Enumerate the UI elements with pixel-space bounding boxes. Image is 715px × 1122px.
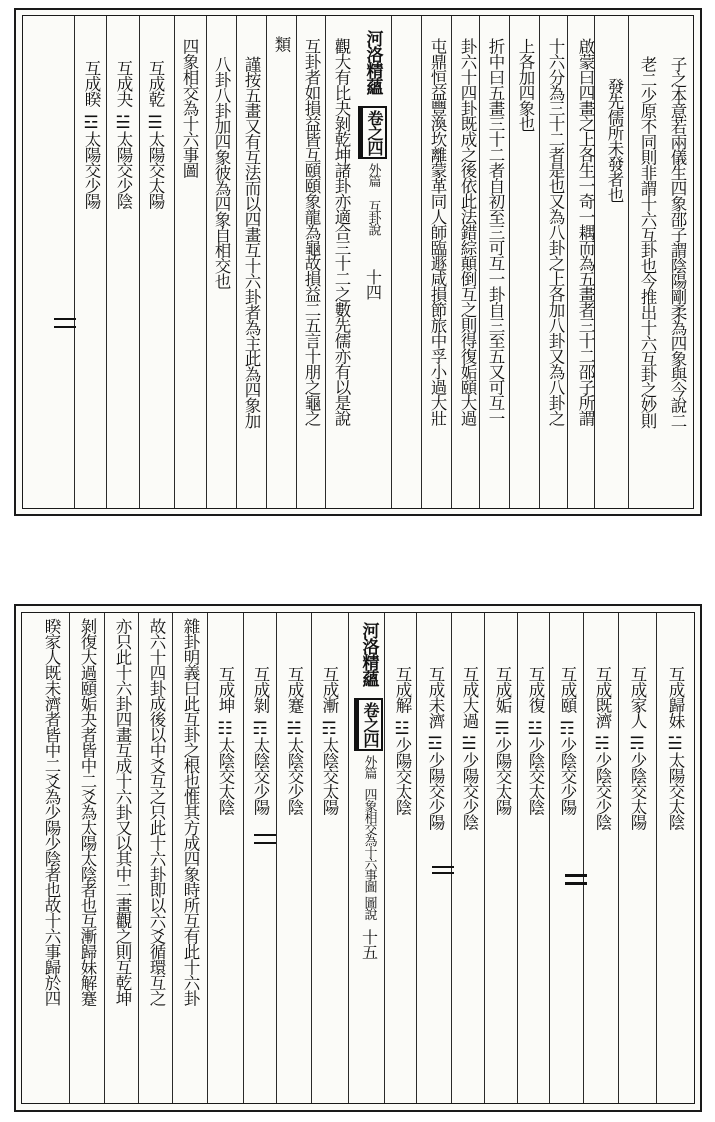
entry-description: 少陰交少陰 xyxy=(593,752,612,830)
entry-name: 互成歸妹 xyxy=(666,666,685,728)
entry-description: 太陽交太陽 xyxy=(146,130,165,208)
trigram-icon: ☳ xyxy=(392,718,412,737)
trigram-icon: ☱ xyxy=(459,734,479,752)
column-rule xyxy=(104,613,105,1103)
text-column xyxy=(145,618,167,1006)
column-rule xyxy=(391,16,392,508)
entry-name: 互成家人 xyxy=(628,666,647,728)
column-rule xyxy=(207,613,208,1103)
column-rule xyxy=(311,613,312,1103)
hexagram-entry xyxy=(524,666,546,814)
entry-name: 互成頤 xyxy=(558,666,577,713)
text-column-content: 雜卦明義曰此互卦之根也惟其方成四象時所互有此十六卦 xyxy=(181,618,200,1006)
entry-name: 互成乾 xyxy=(146,60,165,107)
text-column xyxy=(179,618,201,1006)
text-column xyxy=(210,56,232,289)
entry-name: 互成剝 xyxy=(251,666,270,713)
divider-mark xyxy=(565,882,587,885)
trigram-icon: ☲ xyxy=(425,734,445,752)
note-label: 圖說 xyxy=(361,895,377,919)
entry-name: 互成坤 xyxy=(216,666,235,713)
divider-mark xyxy=(432,866,454,868)
column-rule xyxy=(618,613,619,1103)
text-column xyxy=(300,38,322,426)
hexagram-entry xyxy=(491,666,513,814)
hexagram-entry xyxy=(458,666,480,830)
divider-mark xyxy=(54,318,76,320)
divider-mark xyxy=(565,874,587,877)
hexagram-entry xyxy=(214,666,236,814)
column-rule xyxy=(628,16,629,508)
column-rule xyxy=(172,613,173,1103)
column-rule xyxy=(451,613,452,1103)
text-column xyxy=(240,56,262,428)
text-column-content: 八卦八卦加四象彼為四象自相交也 xyxy=(212,56,231,289)
column-rule xyxy=(138,613,139,1103)
trigram-icon: ☶ xyxy=(319,718,339,737)
column-rule xyxy=(421,16,422,508)
bottom-page xyxy=(14,604,702,1112)
text-column-content: 老二少原不同則非謂十六互卦也今推出十六互卦之妙則 xyxy=(638,56,657,428)
column-rule xyxy=(484,613,485,1103)
section-label: 外篇 xyxy=(361,755,377,778)
column-rule xyxy=(384,613,385,1103)
text-column xyxy=(514,38,536,131)
text-column xyxy=(574,38,596,426)
trigram-icon: ☶ xyxy=(250,718,270,737)
book-title: 河洛精蘊 xyxy=(358,622,379,686)
text-column-content: 折中曰五畫三十二者自初至三可互一卦自三至五又可互一 xyxy=(486,38,505,426)
text-column xyxy=(330,38,352,426)
trigram-icon: ☱ xyxy=(113,112,133,131)
text-column xyxy=(456,38,478,426)
column-rule xyxy=(416,613,417,1103)
column-rule xyxy=(509,16,510,508)
column-rule xyxy=(567,16,568,508)
top-page xyxy=(14,8,702,516)
entry-name: 互成睽 xyxy=(82,60,101,107)
entry-description: 少陽交太陽 xyxy=(493,736,512,814)
text-column xyxy=(636,56,658,428)
column-rule xyxy=(296,16,297,508)
hexagram-entry xyxy=(249,666,271,814)
entry-name: 互成既濟 xyxy=(593,666,612,728)
text-column xyxy=(426,38,448,426)
entry-description: 太陰交少陽 xyxy=(251,736,270,814)
entry-description: 太陽交少陽 xyxy=(82,130,101,208)
trigram-icon: ☷ xyxy=(215,718,235,737)
text-column-content: 故六十四卦成後以中爻互之只此十六卦即以六爻循環互之 xyxy=(147,618,166,1006)
divider-mark xyxy=(254,834,276,836)
hexagram-entry xyxy=(283,666,305,814)
entry-description: 太陽交太陰 xyxy=(666,752,685,830)
text-column-content: 互卦者如損益皆互頤頤象龍為龜故損益二五言十朋之龜之 xyxy=(302,38,321,426)
figure-title-text: 四象相交為十六事圖 xyxy=(180,38,199,178)
column-rule xyxy=(348,613,349,1103)
entry-description: 太陰交太陽 xyxy=(320,736,339,814)
column-rule xyxy=(517,613,518,1103)
hexagram-entry xyxy=(556,666,578,814)
column-rule xyxy=(174,16,175,508)
hexagram-entry xyxy=(626,666,648,830)
entry-name: 互成夬 xyxy=(114,60,133,107)
text-column xyxy=(666,56,688,428)
trigram-icon: ☲ xyxy=(81,112,101,131)
text-column-content: 卦六十四卦既成之後依此法錯綜顛倒互之則得復姤頤大過 xyxy=(458,38,477,426)
page-number: 十四 xyxy=(363,268,383,299)
entry-description: 少陰交太陽 xyxy=(628,752,647,830)
entry-description: 少陰交太陰 xyxy=(526,736,545,814)
trigram-icon: ☴ xyxy=(492,718,512,737)
volume-label: 卷之四 xyxy=(358,106,387,159)
entry-description: 太陽交少陰 xyxy=(114,130,133,208)
text-column xyxy=(40,618,62,1006)
text-column-content: 類 xyxy=(272,36,291,52)
column-rule xyxy=(69,613,70,1103)
entry-description: 太陰交太陰 xyxy=(216,736,235,814)
column-rule xyxy=(276,613,277,1103)
page-number: 十五 xyxy=(359,928,379,959)
column-rule xyxy=(549,613,550,1103)
text-column xyxy=(111,618,133,1006)
hexagram-entry xyxy=(318,666,340,814)
column-rule xyxy=(74,16,75,508)
text-column-content: 發先儒所未發者也 xyxy=(605,78,624,202)
text-column-content: 上各加四象也 xyxy=(516,38,535,131)
column-rule xyxy=(583,613,584,1103)
column-rule xyxy=(139,16,140,508)
section-label: 外篇 xyxy=(365,163,381,186)
entry-name: 互成蹇 xyxy=(285,666,304,713)
column-rule xyxy=(656,613,657,1103)
text-column-content: 子之本意若兩儀生四象邵子謂陰陽剛柔為四象與今說二 xyxy=(668,56,687,428)
column-rule xyxy=(539,16,540,508)
divider-mark xyxy=(54,326,76,328)
trigram-icon: ☰ xyxy=(145,112,165,131)
text-column xyxy=(603,78,625,202)
text-column-content: 觀大有比夬剝乾坤諸卦亦適合三十二之數先儒亦有以是說 xyxy=(332,38,351,426)
entry-name: 互成大過 xyxy=(460,666,479,728)
text-column-content: 十六分為三十二者是也又為八卦之上各加八卦又為八卦之 xyxy=(546,38,565,426)
chapter-label: 四象相交為十六事圖 xyxy=(361,788,377,892)
hexagram-entry xyxy=(144,60,166,208)
entry-name: 互成漸 xyxy=(320,666,339,713)
trigram-icon: ☶ xyxy=(557,718,577,737)
entry-name: 互成解 xyxy=(393,666,412,713)
trigram-icon: ☵ xyxy=(592,734,612,752)
column-rule xyxy=(236,16,237,508)
text-column-content: 亦只此十六卦四畫互成十六卦又以其中二畫觀之則互乾坤 xyxy=(113,618,132,1006)
text-column xyxy=(270,36,292,52)
figure-title xyxy=(178,38,200,178)
hexagram-entry xyxy=(591,666,613,830)
trigram-icon: ☴ xyxy=(627,734,647,752)
entry-description: 少陽交少陽 xyxy=(426,752,445,830)
hexagram-entry xyxy=(424,666,446,830)
text-column xyxy=(76,618,98,1006)
divider-mark xyxy=(254,842,276,844)
text-column xyxy=(544,38,566,426)
column-rule xyxy=(243,613,244,1103)
page-banner xyxy=(358,30,387,299)
text-column-content: 剝復大過頤姤夬者皆中二爻為太陽太陰者也互漸歸妹解蹇 xyxy=(78,618,97,1006)
chapter-label: 互卦說 xyxy=(365,200,381,235)
book-title: 河洛精蘊 xyxy=(362,30,383,94)
text-column-content: 謹按五畫又有互法而以四畫互十六卦者為主此為四象加 xyxy=(242,56,261,428)
text-column-content: 屯鼎恒益豐渙坎離蒙革同人師臨遯咸損節旅中孚小過大壯 xyxy=(428,38,447,426)
entry-name: 互成未濟 xyxy=(426,666,445,728)
text-column-content: 啟蒙曰四畫之上各生一奇一耦而為五畫者三十二邵子所謂 xyxy=(576,38,595,426)
hexagram-entry xyxy=(80,60,102,208)
page-banner xyxy=(354,622,383,959)
entry-description: 少陰交少陽 xyxy=(558,736,577,814)
trigram-icon: ☱ xyxy=(665,734,685,752)
volume-label: 卷之四 xyxy=(354,698,383,751)
trigram-icon: ☳ xyxy=(525,718,545,737)
hexagram-entry xyxy=(112,60,134,208)
entry-description: 少陽交少陰 xyxy=(460,752,479,830)
entry-description: 太陰交少陰 xyxy=(285,736,304,814)
entry-name: 互成復 xyxy=(526,666,545,713)
entry-name: 互成姤 xyxy=(493,666,512,713)
text-column xyxy=(484,38,506,426)
entry-description: 少陽交太陰 xyxy=(393,736,412,814)
column-rule xyxy=(479,16,480,508)
column-rule xyxy=(451,16,452,508)
text-column-content: 睽家人既未濟者皆中二爻為少陽少陰者也故十六事歸於四 xyxy=(42,618,61,1006)
column-rule xyxy=(106,16,107,508)
hexagram-entry xyxy=(664,666,686,830)
column-rule xyxy=(266,16,267,508)
divider-mark xyxy=(432,872,454,874)
hexagram-entry xyxy=(391,666,413,814)
column-rule xyxy=(206,16,207,508)
trigram-icon: ☵ xyxy=(284,718,304,737)
column-rule xyxy=(325,16,326,508)
